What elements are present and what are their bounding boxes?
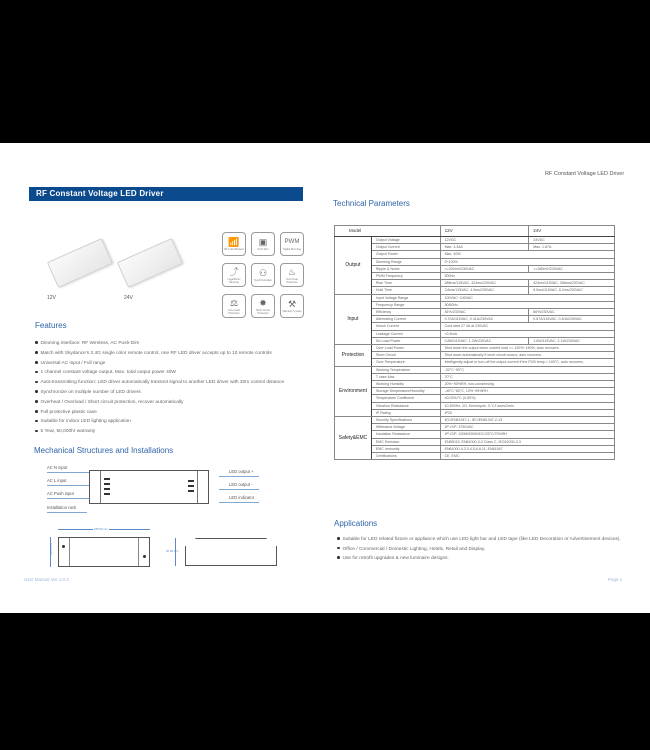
feature-icon-push-dim: ▣ Push Dim bbox=[251, 232, 275, 256]
table-row: IP Rating IP20 bbox=[335, 409, 615, 416]
feature-icon-synchronization: ⚇ Synchronization bbox=[251, 263, 275, 287]
applications-list bbox=[337, 535, 621, 564]
group-safety-emc: Safety&EMC bbox=[335, 417, 372, 460]
dimension-width: 44.00 mm bbox=[49, 542, 54, 556]
feature-icon-logarithmic: ⤴ Logarithmic Dimming bbox=[222, 263, 246, 287]
dimension-height: 30.00 mm bbox=[166, 549, 179, 553]
product-image-12v bbox=[47, 238, 113, 288]
feature-item: Full protective plastic case bbox=[35, 408, 284, 418]
footer-version: User Manual Ver 1.0.3 bbox=[24, 577, 69, 582]
feature-icon-pwm: PWM Digital Dimming bbox=[280, 232, 304, 256]
label-installation-rack: Installation rack bbox=[47, 505, 77, 510]
manual-page bbox=[0, 143, 650, 613]
feature-item: Match with Skydance's 2.4G single color remote control, one RF LED driver accepts up to 10 remote controls bbox=[35, 349, 284, 359]
product-image-24v bbox=[117, 238, 183, 288]
tools-icon: ⚒ bbox=[287, 299, 297, 309]
synchronization-icon: ⚇ bbox=[258, 268, 268, 278]
product-title-bar: RF Constant Voltage LED Driver bbox=[29, 187, 303, 201]
flame-icon: ♨ bbox=[287, 266, 297, 277]
table-row: Protection Over Load Power Shut down the output when current load >= 120%~150%, auto recovers. bbox=[335, 345, 615, 352]
label-led-output-minus: LED output - bbox=[229, 482, 253, 487]
table-row: Output Power Max. 40W bbox=[335, 251, 615, 258]
output-terminal bbox=[188, 480, 194, 494]
table-row: Efficiency 81%/230VAC 86%/230VAC bbox=[335, 309, 615, 316]
table-row: Safety&EMC Security Specifications IEC/EN61347-1, IEC/EN61347-2-13 bbox=[335, 417, 615, 424]
header-model: Model bbox=[335, 226, 441, 237]
wiring-diagram bbox=[47, 465, 262, 520]
table-row: Insulation Resistance I/P-O/P: 100MΩ/500VDC/25°C/70%RH bbox=[335, 431, 615, 438]
header-24v: 24V bbox=[529, 226, 615, 237]
table-row: EMC Emission EN55015, EN61000-3-2 Class C, IEC61000-3-3 bbox=[335, 438, 615, 445]
feature-item: Suitable for indoor LED lighting application bbox=[35, 417, 284, 427]
wifi-icon: 📶 bbox=[228, 237, 240, 247]
group-environment: Environment bbox=[335, 366, 372, 416]
pwm-icon: PWM bbox=[284, 239, 300, 245]
table-row: Leakage Current <0.5mA bbox=[335, 330, 615, 337]
table-row: Inrush Current Cold start 27.3A at 230VAC bbox=[335, 323, 615, 330]
table-header-row bbox=[335, 226, 615, 237]
spark-icon: ✸ bbox=[259, 297, 267, 308]
features-list bbox=[35, 339, 284, 437]
applications-heading: Applications bbox=[334, 519, 378, 528]
table-row: Frequency Range 50/60Hz bbox=[335, 301, 615, 308]
table-row: Ripple & Noise <=200mV/230VAC <=280mV/230VAC bbox=[335, 265, 615, 272]
table-row: Rise Time 488ms/115VAC, 424ms/230VAC 424ms/115VAC, 368ms/230VAC bbox=[335, 280, 615, 287]
label-led-output-plus: LED output + bbox=[229, 469, 254, 474]
logarithmic-curve-icon: ⤴ bbox=[229, 266, 239, 277]
technical-parameters-heading: Technical Parameters bbox=[333, 199, 410, 208]
input-terminal bbox=[104, 478, 110, 496]
application-item: Office / Commercial / Domestic Lighting, Hotels, Retail and Display. bbox=[337, 545, 621, 555]
dimension-drawing-top bbox=[48, 529, 158, 571]
table-row: Withstand Voltage I/P-O/P: 3750VAC bbox=[335, 424, 615, 431]
application-item: Use for retrofit upgrades & new luminaire designs. bbox=[337, 554, 621, 564]
running-header: RF Constant Voltage LED Driver bbox=[545, 171, 625, 177]
dimension-drawing-side bbox=[168, 537, 280, 569]
table-row: Certifications CE, EMC bbox=[335, 453, 615, 460]
table-row: Over Temperature Intelligently adjust or turn off the output current if the PCB temp > 100°C, auto recovers. bbox=[335, 359, 615, 366]
feature-item: Synchronize on multiple number of LED drivers bbox=[35, 388, 284, 398]
table-row: Output Current Max. 3.34A Max. 1.67A bbox=[335, 244, 615, 251]
table-row: Working Humidity 20%~90%RH, non-condensing bbox=[335, 381, 615, 388]
table-row: Temperature Coefficient ±0.03%/°C (0-50%) bbox=[335, 395, 615, 402]
table-row: Vibration Resistance 10-500Hz, 2G, 6min/cycle, X,Y,Z axes/2min bbox=[335, 402, 615, 409]
label-led-indicator: LED indicator bbox=[229, 495, 255, 500]
table-row: Hold Time 3.6ms/115VAC, 4.5ms/230VAC 6.5ms/115VAC, 8.2ms/230VAC bbox=[335, 287, 615, 294]
feature-item: Overheat / Overload / Short circuit protection, recover automatically bbox=[35, 398, 284, 408]
feature-icon-grid bbox=[222, 232, 305, 318]
table-row: T case Max 70°C bbox=[335, 373, 615, 380]
feature-icon-wifi: 📶 RF 2.4G Wireless bbox=[222, 232, 246, 256]
table-row: Alternating Current 0.70A/115VAC, 0.41A/230VAC 0.67A/115VAC, 0.40A/230VAC bbox=[335, 316, 615, 323]
feature-item: Auto-transmitting function: LED driver automatically transmit signal to another LED driver with 30m control distance bbox=[35, 378, 284, 388]
feature-icon-over-load: ⚖ Over Load Protection bbox=[222, 294, 246, 318]
table-row: PWM Frequency 500Hz bbox=[335, 273, 615, 280]
application-item: Suitable for LED related fixture or appliance which use LED light bar and LED tape (like LED Decoration or Advertisement devices). bbox=[337, 535, 621, 545]
product-label-24v: 24V bbox=[124, 295, 133, 301]
driver-outline-top-view bbox=[89, 470, 209, 504]
feature-item: Universal AC input / Full range bbox=[35, 359, 284, 369]
footer-page-number: Page 1 bbox=[608, 577, 623, 582]
feature-item: Dimming interface: RF Wireless, AC Push-Dim bbox=[35, 339, 284, 349]
feature-icon-short-circuit: ✸ Short Circuit Protection bbox=[251, 294, 275, 318]
table-row: Input Input Voltage Range 100VAC~240VAC bbox=[335, 294, 615, 301]
technical-parameters-table bbox=[334, 225, 615, 460]
feature-item: 1 channel constant voltage output, Max. total output power 40W bbox=[35, 368, 284, 378]
table-row: EMC Immunity EN61000-4-2,3,4,5,6,8,11, EN61547 bbox=[335, 445, 615, 452]
header-12v: 12V bbox=[440, 226, 529, 237]
mechanical-heading: Mechanical Structures and Installations bbox=[34, 446, 174, 455]
table-row: Environment Working Temperature -30°C~50°C bbox=[335, 366, 615, 373]
label-ac-l-input: AC L input bbox=[47, 478, 67, 483]
group-input: Input bbox=[335, 294, 372, 344]
features-heading: Features bbox=[35, 321, 67, 330]
label-ac-n-input: AC N input bbox=[47, 465, 68, 470]
table-row: Storage Temperature/Humidity -40°C~80°C, 10%~95%RH bbox=[335, 388, 615, 395]
product-label-12v: 12V bbox=[47, 295, 56, 301]
table-row: Dimming Range 0~100% bbox=[335, 258, 615, 265]
label-ac-push-input: AC Push input bbox=[47, 491, 74, 496]
table-row: No Load Power 0.8W/115VAC, 1.2W/230VAC 1.6W/115VAC, 2.1W/230VAC bbox=[335, 337, 615, 344]
group-output: Output bbox=[335, 237, 372, 295]
push-dim-icon: ▣ bbox=[258, 237, 268, 247]
table-row: Short Circuit Shut down automatically if short circuit occurs, auto recovers. bbox=[335, 352, 615, 359]
group-protection: Protection bbox=[335, 345, 372, 367]
feature-item: 5 Year, 50,000hr warranty bbox=[35, 427, 284, 437]
feature-icon-over-heat: ♨ Over Heat Protection bbox=[280, 263, 304, 287]
feature-icon-warranty: ⚒ Warranty 5 years bbox=[280, 294, 304, 318]
table-row: Output Output Voltage 12VDC 24VDC bbox=[335, 237, 615, 244]
weightlifter-icon: ⚖ bbox=[229, 297, 239, 308]
dimension-length: 188.50 mm bbox=[94, 527, 108, 531]
